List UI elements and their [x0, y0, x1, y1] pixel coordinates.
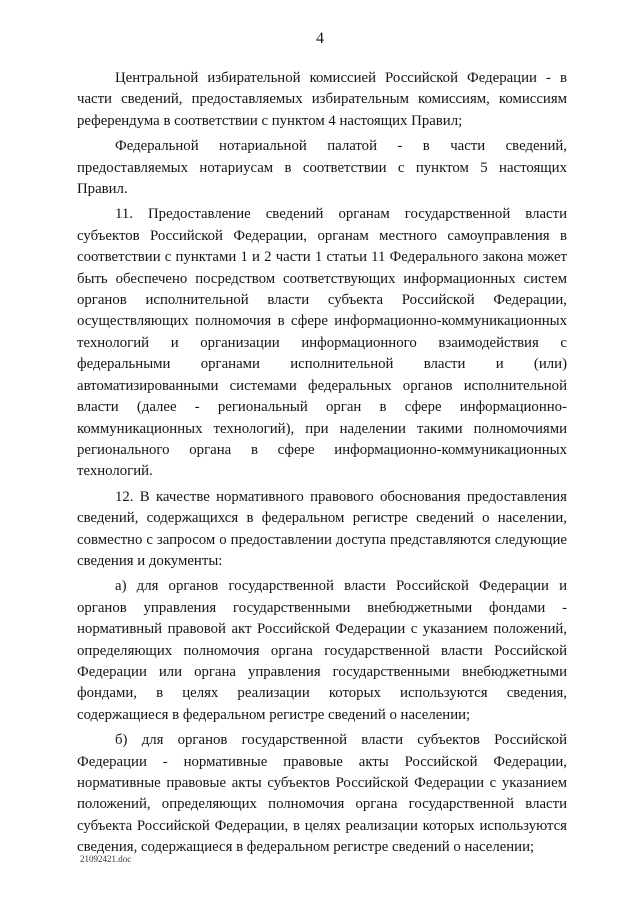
paragraph-notary-chamber: Федеральной нотариальной палатой - в части сведений, предоставляемых нотариусам в соответствии с пунктом 5 настоящих Правил.	[77, 138, 567, 198]
paragraph-cec: Центральной избирательной комиссией Российской Федерации - в части сведений, предоставляемых избирательным комиссиям, комиссиям референдума в соответствии с пунктом 4 настоящих Правил;	[77, 70, 567, 129]
paragraph-item-11: 11. Предоставление сведений органам государственной власти субъектов Российской Федерации, органам местного самоуправления в соответствии с пунктами 1 и 2 части 1 статьи 11 Федерального закона может быть обеспечено посредством соответствующих информационных систем органов исполнительной власти субъекта Российской Федерации, осуществляющих полномочия в сфере информационно-коммуникационных технологий и организации информационного взаимодействия с федеральными органами исполнительной власти и (или) автоматизированными системами федеральных органов исполнительной власти (далее - региональный орган в сфере информационно-коммуникационных технологий), при наделении такими полномочиями регионального органа в сфере информационно-коммуникационных технологий.	[77, 206, 567, 480]
document-body	[77, 68, 567, 863]
paragraph-item-12b: б) для органов государственной власти субъектов Российской Федерации - нормативные правовые акты Российской Федерации, нормативные правовые акты субъектов Российской Федерации с указанием положений, определяющих полномочия органа государственной власти субъекта Российской Федерации, в целях реализации которых используются сведения, содержащиеся в федеральном регистре сведений о населении;	[77, 732, 567, 856]
page-number: 4	[316, 30, 324, 47]
paragraph-item-12a: а) для органов государственной власти Российской Федерации и органов управления государственными внебюджетными фондами - нормативный правовой акт Российской Федерации с указанием положений, определяющих полномочия органа государственной власти Российской Федерации или органа управления государственными внебюджетными фондами, в целях реализации которых используются сведения, содержащиеся в федеральном регистре сведений о населении;	[77, 578, 567, 723]
paragraph-item-12: 12. В качестве нормативного правового обоснования предоставления сведений, содержащихся в федеральном регистре сведений о населении, совместно с запросом о предоставлении доступа представляются следующие сведения и документы:	[77, 488, 567, 569]
document-file-code: 21092421.doc	[80, 854, 132, 864]
